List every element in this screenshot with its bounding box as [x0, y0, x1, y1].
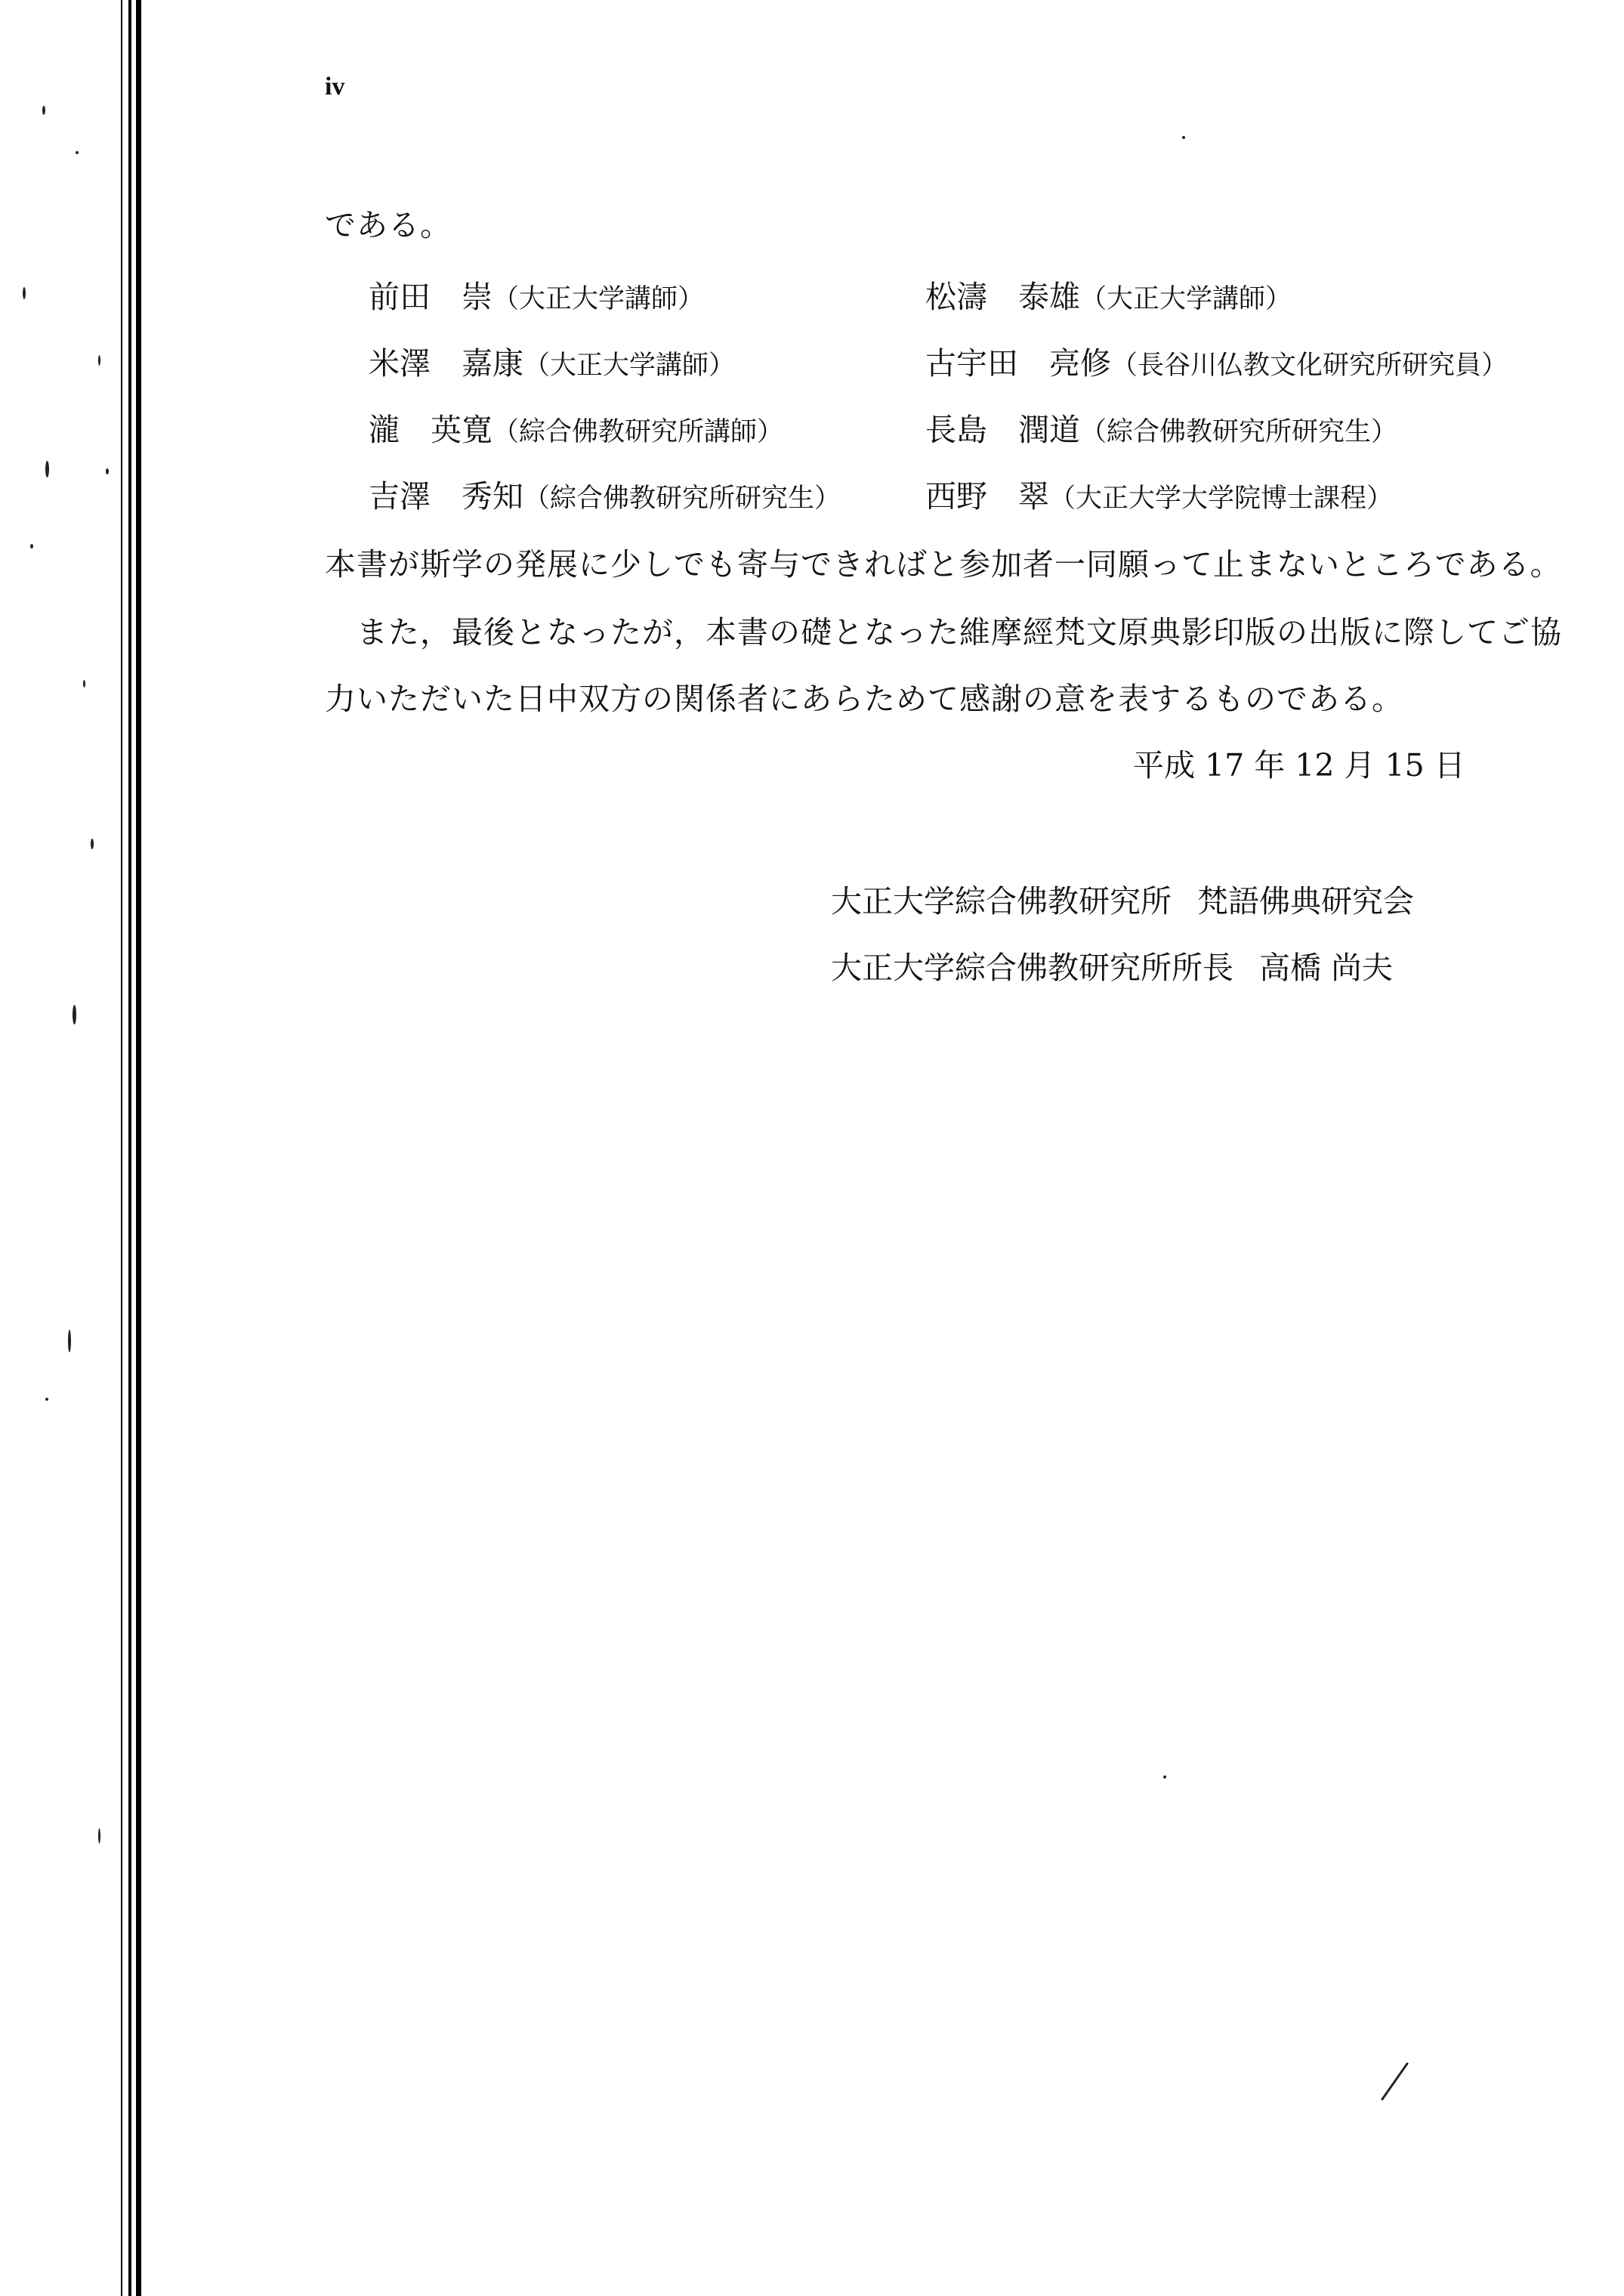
scan-speck — [42, 106, 45, 115]
binding-line — [128, 0, 131, 2296]
signature-person: 梵語佛典研究会 — [1197, 883, 1414, 919]
binding-line — [121, 0, 122, 2296]
participant-name: 吉澤 秀知 — [369, 478, 523, 515]
participant-name: 米澤 嘉康 — [369, 345, 523, 382]
signature-org: 大正大学綜合佛教研究所所長 — [831, 950, 1233, 986]
scan-speck — [73, 1005, 76, 1024]
participant-entry — [369, 338, 735, 383]
scan-speck — [76, 151, 79, 154]
scan-speck — [1182, 136, 1185, 139]
participant-entry — [925, 471, 1393, 516]
opening-line: である。 — [325, 207, 452, 243]
body-paragraph: 力いただいた日中双方の関係者にあらためて感謝の意を表するものである。 — [325, 681, 1403, 717]
document-date: 平成 17 年 12 月 15 日 — [1133, 747, 1465, 783]
participant-name: 西野 翠 — [925, 478, 1049, 515]
participant-affiliation: （大正大学大学院博士課程） — [1049, 484, 1394, 514]
signature-line — [831, 876, 1414, 921]
participant-name: 前田 崇 — [369, 279, 492, 315]
body-paragraph: また，最後となったが，本書の礎となった維摩經梵文原典影印版の出版に際してご協 — [325, 614, 1562, 650]
scan-speck — [91, 839, 94, 849]
binding-line — [136, 0, 141, 2296]
scan-speck — [68, 1330, 71, 1352]
participant-entry — [369, 405, 783, 450]
participant-entry — [369, 272, 704, 317]
signature-person: 高橋 尚夫 — [1259, 950, 1394, 986]
signature-org: 大正大学綜合佛教研究所 — [831, 883, 1172, 919]
scan-speck — [106, 468, 109, 474]
participant-entry — [369, 471, 841, 516]
participant-name: 松濤 泰雄 — [925, 279, 1080, 315]
scan-mark — [1381, 2063, 1409, 2101]
scan-speck — [98, 1828, 100, 1843]
body-paragraph: 本書が斯学の発展に少しでも寄与できればと参加者一同願って止まないところである。 — [325, 546, 1562, 582]
participant-affiliation: （綜合佛教研究所研究生） — [1080, 417, 1398, 447]
participant-name: 瀧 英寛 — [369, 412, 492, 448]
scan-speck — [30, 544, 33, 549]
participant-affiliation: （綜合佛教研究所講師） — [492, 417, 784, 447]
participant-entry — [925, 338, 1508, 383]
participant-entry — [925, 272, 1292, 317]
participant-name: 長島 潤道 — [925, 412, 1080, 448]
participant-name: 古宇田 亮修 — [925, 345, 1111, 382]
scan-speck — [45, 1398, 48, 1401]
scan-speck — [83, 680, 85, 688]
participant-entry — [925, 405, 1397, 450]
participant-affiliation: （大正大学講師） — [492, 284, 705, 314]
scan-speck — [23, 287, 26, 299]
scan-speck — [45, 461, 49, 477]
participant-affiliation: （大正大学講師） — [523, 351, 736, 381]
participant-affiliation: （綜合佛教研究所研究生） — [523, 484, 841, 514]
participant-affiliation: （大正大学講師） — [1080, 284, 1292, 314]
scan-binding-edge — [0, 0, 151, 2296]
signature-line — [831, 943, 1393, 987]
participant-affiliation: （長谷川仏教文化研究所研究員） — [1111, 351, 1508, 381]
page-number: iv — [325, 73, 345, 100]
scan-speck — [98, 355, 100, 366]
scan-speck — [1163, 1775, 1166, 1778]
